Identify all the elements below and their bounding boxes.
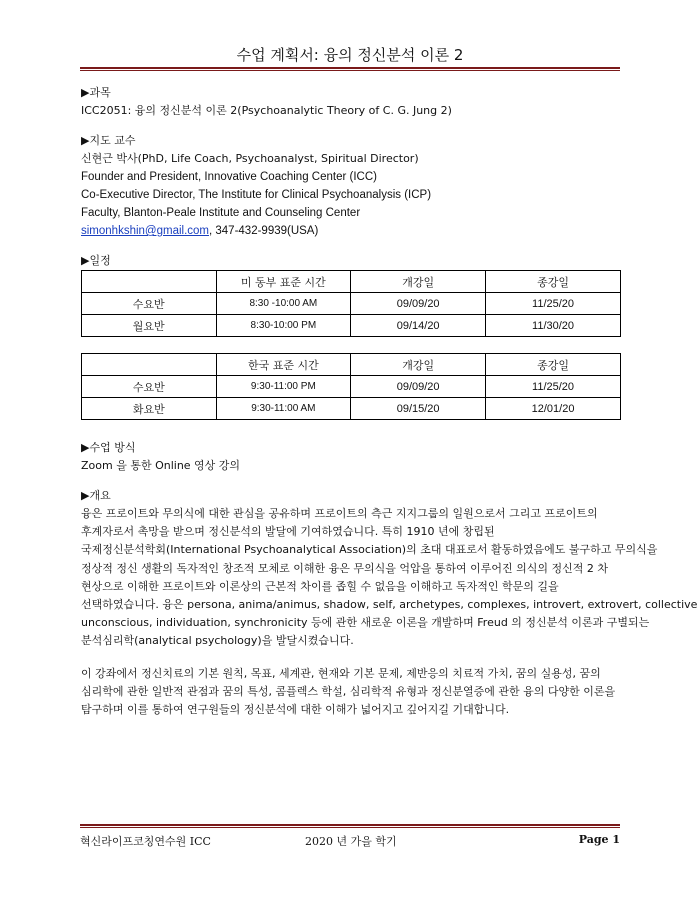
table-cell: 11/30/20 xyxy=(486,315,621,337)
overview-line: 분석심리학(analytical psychology)을 발달시켰습니다. xyxy=(81,634,354,648)
table-cell: 화요반 xyxy=(82,398,217,420)
overview-line: 정상적 정신 생활의 독자적인 창조적 모체로 이해한 융은 무의식을 억압을 통하여 이루어진 의식의 정신적 2 차 xyxy=(81,561,608,575)
table-cell: 09/09/20 xyxy=(351,293,486,315)
table-cell: 11/25/20 xyxy=(486,293,621,315)
table-header-cell: 미 동부 표준 시간 xyxy=(216,271,351,293)
table-header-row xyxy=(82,271,621,293)
table-header-cell xyxy=(82,271,217,293)
phone-number: , 347-432-9939(USA) xyxy=(209,225,319,237)
footer-page-number: Page 1 xyxy=(578,833,620,846)
instructor-label: ▶지도 교수 xyxy=(81,134,136,147)
table-header-cell: 한국 표준 시간 xyxy=(216,354,351,376)
table-cell: 11/25/20 xyxy=(486,376,621,398)
table-header-cell: 종강일 xyxy=(486,271,621,293)
instructor-name: 신현근 박사(PhD, Life Coach, Psychoanalyst, Spiritual Director) xyxy=(81,152,419,165)
table-header-cell xyxy=(82,354,217,376)
course-value: ICC2051: 융의 정신분석 이론 2(Psychoanalytic Theory of C. G. Jung 2) xyxy=(81,104,452,117)
table-row xyxy=(82,376,621,398)
method-label: ▶수업 방식 xyxy=(81,441,136,454)
overview-line: 후계자로서 촉망을 받으며 정신분석의 발달에 기여하였습니다. 특히 1910 년에 창립된 xyxy=(81,525,495,539)
overview-line: 융은 프로이트와 무의식에 대한 관심을 공유하며 프로이트의 측근 지지그룹의 일원으로서 그리고 프로이트의 xyxy=(81,507,598,520)
table-cell: 수요반 xyxy=(82,376,217,398)
us-schedule-table xyxy=(81,270,621,337)
overview-paragraph-2 xyxy=(81,665,621,720)
table-cell: 8:30 -10:00 AM xyxy=(216,293,351,315)
page-title: 수업 계획서: 융의 정신분석 이론 2 xyxy=(236,46,464,64)
document-body xyxy=(81,84,698,719)
footer-term: 2020 년 가을 학기 xyxy=(305,835,397,848)
instructor-role-2: Co-Executive Director, The Institute for Clinical Psychoanalysis (ICP) xyxy=(81,189,432,201)
table-header-cell: 개강일 xyxy=(351,354,486,376)
table-cell: 월요반 xyxy=(82,315,217,337)
table-cell: 09/09/20 xyxy=(351,376,486,398)
overview-line: 선택하였습니다. 융은 persona, anima/animus, shadow, self, archetypes, complexes, introvert, extrovert, collective xyxy=(81,598,698,612)
contact-line xyxy=(81,222,621,240)
footer-org: 혁신라이프코칭연수원 ICC xyxy=(80,835,211,848)
table-header-cell: 개강일 xyxy=(351,271,486,293)
table-cell: 9:30-11:00 AM xyxy=(216,398,351,420)
table-row xyxy=(82,315,621,337)
header-rule xyxy=(80,67,620,71)
overview-label: ▶개요 xyxy=(81,489,111,502)
method-value: Zoom 을 통한 Online 영상 강의 xyxy=(81,459,241,472)
table-row xyxy=(82,293,621,315)
table-cell: 09/14/20 xyxy=(351,315,486,337)
table-cell: 12/01/20 xyxy=(486,398,621,420)
course-label: ▶과목 xyxy=(81,86,111,99)
table-cell: 8:30-10:00 PM xyxy=(216,315,351,337)
overview-paragraph-1 xyxy=(81,505,698,651)
table-cell: 수요반 xyxy=(82,293,217,315)
table-header-row xyxy=(82,354,621,376)
instructor-role-1: Founder and President, Innovative Coaching Center (ICC) xyxy=(81,171,377,183)
overview-line: 심리학에 관한 일반적 관점과 꿈의 특성, 콤플렉스 학설, 심리학적 유형과 정신분열증에 관한 융의 다양한 이론을 xyxy=(81,684,616,698)
overview-line: 국제정신분석학회(International Psychoanalytical Association)의 초대 대표로서 활동하였음에도 불구하고 무의식을 xyxy=(81,543,658,557)
overview-line: 탐구하며 이를 통하여 연구원들의 정신분석에 대한 이해가 넓어지고 깊어지길 기대합니다. xyxy=(81,703,510,717)
overview-line: unconscious, individuation, synchronicity 등에 관한 새로운 이론을 개발하며 Freud 의 정신분석 이론과 구별되는 xyxy=(81,616,650,630)
email-link[interactable]: simonhkshin@gmail.com xyxy=(81,225,209,237)
table-cell: 9:30-11:00 PM xyxy=(216,376,351,398)
table-row xyxy=(82,398,621,420)
schedule-label: ▶일정 xyxy=(81,254,111,267)
overview-line: 현상으로 이해한 프로이트와 이론상의 근본적 차이를 좁힐 수 없음을 이해하고 독자적인 학문의 길을 xyxy=(81,579,559,593)
overview-line: 이 강좌에서 정신치료의 기본 원칙, 목표, 세계관, 현재와 기본 문제, 제반응의 치료적 가치, 꿈의 실용성, 꿈의 xyxy=(81,666,601,680)
table-header-cell: 종강일 xyxy=(486,354,621,376)
table-cell: 09/15/20 xyxy=(351,398,486,420)
kr-schedule-table xyxy=(81,353,621,420)
instructor-role-3: Faculty, Blanton-Peale Institute and Counseling Center xyxy=(81,207,361,219)
footer-rule xyxy=(80,824,620,828)
